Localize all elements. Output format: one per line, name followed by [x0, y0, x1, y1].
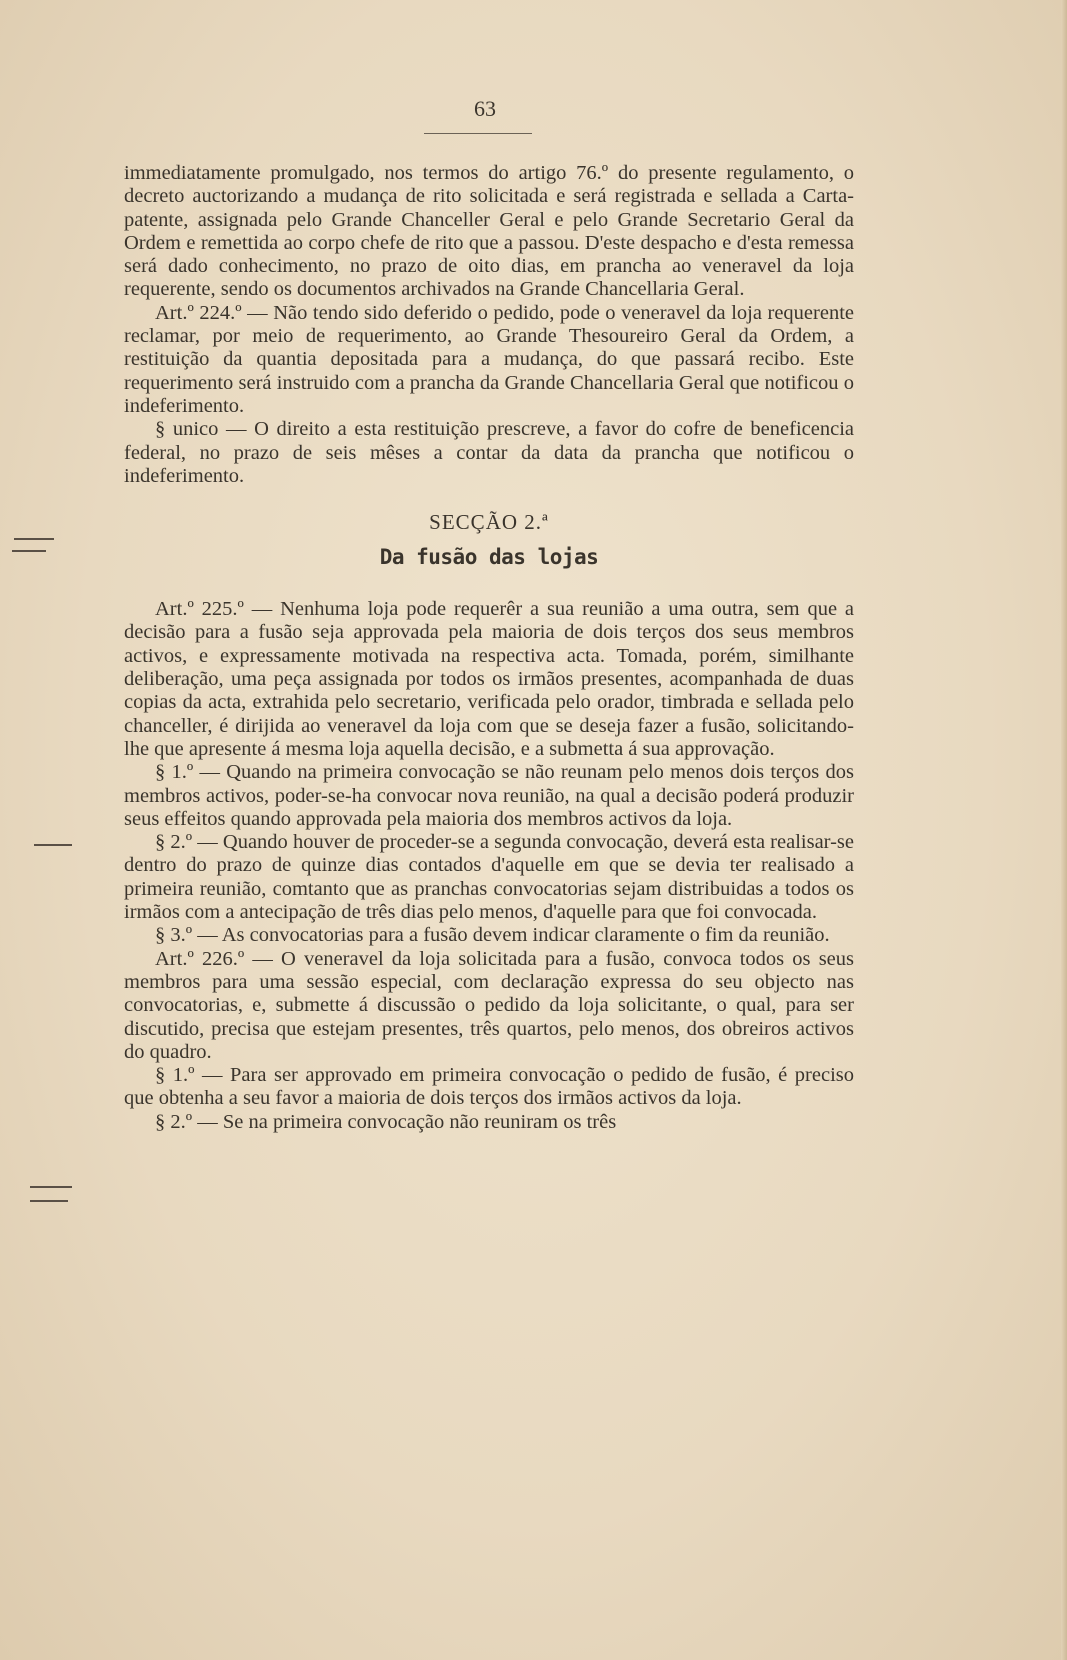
margin-mark-middle [34, 838, 80, 852]
article-225: Art.º 225.º — Nenhuma loja pode requerêr a sua reunião a uma outra, sem que a decisão para a fusão seja approvada pela maioria de dois terços dos seus membros activos, e expressamente motivada na respectiva acta. Tomada, porém, similhante deliberação, uma peça assignada por todos os irmãos presentes, acompanhada de duas copias da acta, extrahida pelo secretario, verificada pelo orador, timbrada e sellada pelo chanceller, é dirijida ao veneravel da loja com que se deseja fazer a fusão, solicitando-lhe que apresente á mesma loja aquella decisão, e a submetta á sua approvação. [124, 598, 854, 760]
page-number: 63 [474, 96, 496, 121]
article-226: Art.º 226.º — O veneravel da loja solicitada para a fusão, convoca todos os seus membros para uma sessão especial, com declaração expressa do seu objecto nas convocatorias, e, submette á discussão o pedido da loja solicitante, o qual, para ser discutido, precisa que estejam presentes, três quartos, pelo menos, dos obreiros activos do quadro. [124, 947, 854, 1063]
margin-mark-bottom [30, 1176, 76, 1216]
header-rule [424, 133, 532, 134]
paragraph-2: § 2.º — Quando houver de proceder-se a segunda convocação, deverá esta realisar-se dentro do prazo de quinze dias contados d'aquelle em que se devia ter realisado a primeira reunião, comtanto que as pranchas convocatorias sejam distribuidas a todos os irmãos com a antecipação de três dias pelo menos, d'aquelle para que foi convocada. [124, 831, 854, 924]
paragraph-1-art226: § 1.º — Para ser approvado em primeira convocação o pedido de fusão, é preciso que obtenha a seu favor a maioria de dois terços dos irmãos activos da loja. [124, 1064, 854, 1110]
body-text [124, 162, 854, 1134]
paragraph-3: § 3.º — As convocatorias para a fusão devem indicar claramente o fim da reunião. [155, 924, 830, 947]
paragraph-2-art226: § 2.º — Se na primeira convocação não reuniram os três [155, 1110, 617, 1133]
paragraph-1: § 1.º — Quando na primeira convocação se não reunam pelo menos dois terços dos membros activos, poder-se-ha convocar nova reunião, na qual a decisão poderá produzir seus effeitos quando approvada pela maioria dos membros activos da loja. [124, 761, 854, 830]
paragraph-unico: § unico — O direito a esta restituição prescreve, a favor do cofre de beneficencia federal, no prazo de seis mêses a contar da data da prancha que notificou o indeferimento. [124, 418, 854, 487]
margin-mark-top [8, 532, 54, 572]
page-edge [1061, 0, 1067, 1660]
paragraph: immediatamente promulgado, nos termos do artigo 76.º do presente regulamento, o decreto auctorizando a mudança de rito solicitada e será registrada e sellada a Carta-patente, assignada pelo Grande Chanceller Geral e pelo Grande Secretario Geral da Ordem e remettida ao corpo chefe de rito que a passou. D'este despacho e d'esta remessa será dado conhecimento, no prazo de oito dias, em prancha ao veneravel da loja requerente, sendo os documentos archivados na Grande Chancellaria Geral. [124, 162, 854, 301]
section-heading: SECÇÃO 2.ª [429, 510, 549, 535]
article-224: Art.º 224.º — Não tendo sido deferido o pedido, pode o veneravel da loja requerente reclamar, por meio de requerimento, ao Grande Thesoureiro Geral da Ordem, a restituição da quantia depositada para a mudança, do que passará recibo. Este requerimento será instruido com a prancha da Grande Chancellaria Geral que notificou o indeferimento. [124, 301, 854, 417]
section-title: Da fusão das lojas [379, 545, 599, 570]
